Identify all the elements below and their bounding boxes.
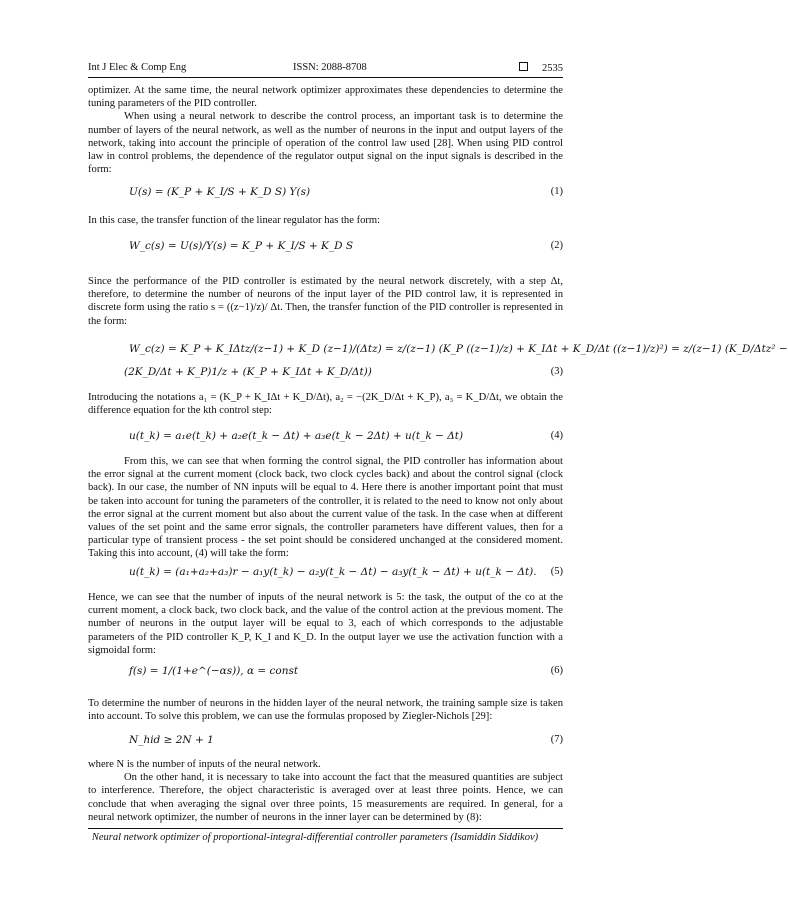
header-rule bbox=[88, 77, 563, 78]
checkbox-icon bbox=[519, 62, 528, 71]
paragraph: where N is the number of inputs of the neural network. On the other hand, it is necessary to take into account the fact that the measured quantities are subject to interference. Therefore, the object characteristic is averaged over at least three points. Hence, we can conclude that when averaging the signal over three points, 15 measurements are required. In general, for a neural network optimizer, the number of neurons in the inner layer can be determined by (8): bbox=[88, 759, 563, 823]
journal-name: Int J Elec & Comp Eng bbox=[88, 62, 187, 73]
equation-4: u(t_k) = a₁e(t_k) + a₂e(t_k − Δt) + a₃e(t_k − 2Δt) + u(t_k − Δt) (4) bbox=[129, 430, 563, 442]
equation-2: W_c(s) = U(s)/Y(s) = K_P + K_I/S + K_D S (2) bbox=[129, 240, 563, 252]
paragraph: Hence, we can see that the number of inputs of the neural network is 5: the task, the output of the co at the current moment, a clock back, two clock back, and the value of the control action at the previous moment. The number of neurons in the output layer will be equal to 3, each of which corresponds to the adjustable parameters of the PID controller K_P, K_I and K_D. In the output layer we use the activation function with a sigmoidal form: bbox=[88, 592, 563, 656]
paragraph: optimizer. At the same time, the neural network optimizer approximates these dependencies to determine the tuning parameters of the PID controller. When using a neural network to describe the control process, an important task is to determine the number of layers of the neural network, as well as the number of neurons in the input and output layers of the network, taking into account the principle of operation of the control law used [28]. When using PID control law in control problems, the dependence of the regulator output signal on the input signals is described in the form: bbox=[88, 85, 563, 176]
equation-3-line-2: (2K_D/Δt + K_P)1/z + (K_P + K_IΔt + K_D/Δt)) (3) bbox=[124, 366, 563, 378]
running-header bbox=[88, 62, 563, 76]
running-footer: Neural network optimizer of proportional-integral-differential controller parameters (Isamiddin Siddikov) bbox=[91, 832, 539, 843]
equation-6: f(s) = 1/(1+e^(−αs)), α = const (6) bbox=[129, 665, 563, 677]
paragraph: To determine the number of neurons in the hidden layer of the neural network, the training sample size is taken into account. To solve this problem, we can use the formulas proposed by Ziegler-Nichols [29]: bbox=[88, 698, 563, 723]
equation-1: U(s) = (K_P + K_I/S + K_D S) Y(s) (1) bbox=[129, 186, 563, 198]
paragraph: Since the performance of the PID controller is estimated by the neural network discretely, with a step Δt, therefore, to determine the number of neurons of the input layer of the PID control law, it is represented in discrete form using the ratio s = ((z−1)/z)/ Δt. Then, the transfer function of the PID controller is represented in the form: bbox=[88, 276, 563, 327]
paragraph: From this, we can see that when forming the control signal, the PID controller has information about the error signal at the current moment (clock back, two clock cycles back) and about the control signal (clock back). In our case, the number of NN inputs will be equal to 4. Here there is another important point that must be taken into account for tuning the parameters of the controller, it is related to the need to know not only about the error signal at the current moment but also about the current value of the task. In the case when at different values of the set point and the same error signals, the controller parameters have different values, then for a particular type of transient process - the set point should be considered unchanged at the considered moment. Taking this into account, (4) will take the form: bbox=[88, 456, 563, 560]
equation-7: N_hid ≥ 2N + 1 (7) bbox=[129, 734, 563, 746]
equation-5: u(t_k) = (a₁+a₂+a₃)r − a₁y(t_k) − a₂y(t_k − Δt) − a₃y(t_k − Δt) + u(t_k − Δt). (5) bbox=[129, 566, 563, 578]
page-number: 2535 bbox=[542, 63, 563, 74]
footer-rule bbox=[88, 828, 563, 829]
equation-3-line-1: W_c(z) = K_P + K_IΔtz/(z−1) + K_D (z−1)/(Δtz) = z/(z−1) (K_P ((z−1)/z) + K_IΔt + K_D/Δt ((z−1)/z)²) = z/(z−1) (K_D/Δtz² − bbox=[129, 343, 788, 355]
issn: ISSN: 2088-8708 bbox=[293, 62, 367, 73]
paragraph: Introducing the notations a₁ = (K_P + K_IΔt + K_D/Δt), a₂ = −(2K_D/Δt + K_P), a₃ = K_D/Δt, we obtain the difference equation for the kth control step: bbox=[88, 392, 563, 417]
page-number-group bbox=[519, 62, 563, 74]
paragraph: In this case, the transfer function of the linear regulator has the form: bbox=[88, 215, 381, 226]
